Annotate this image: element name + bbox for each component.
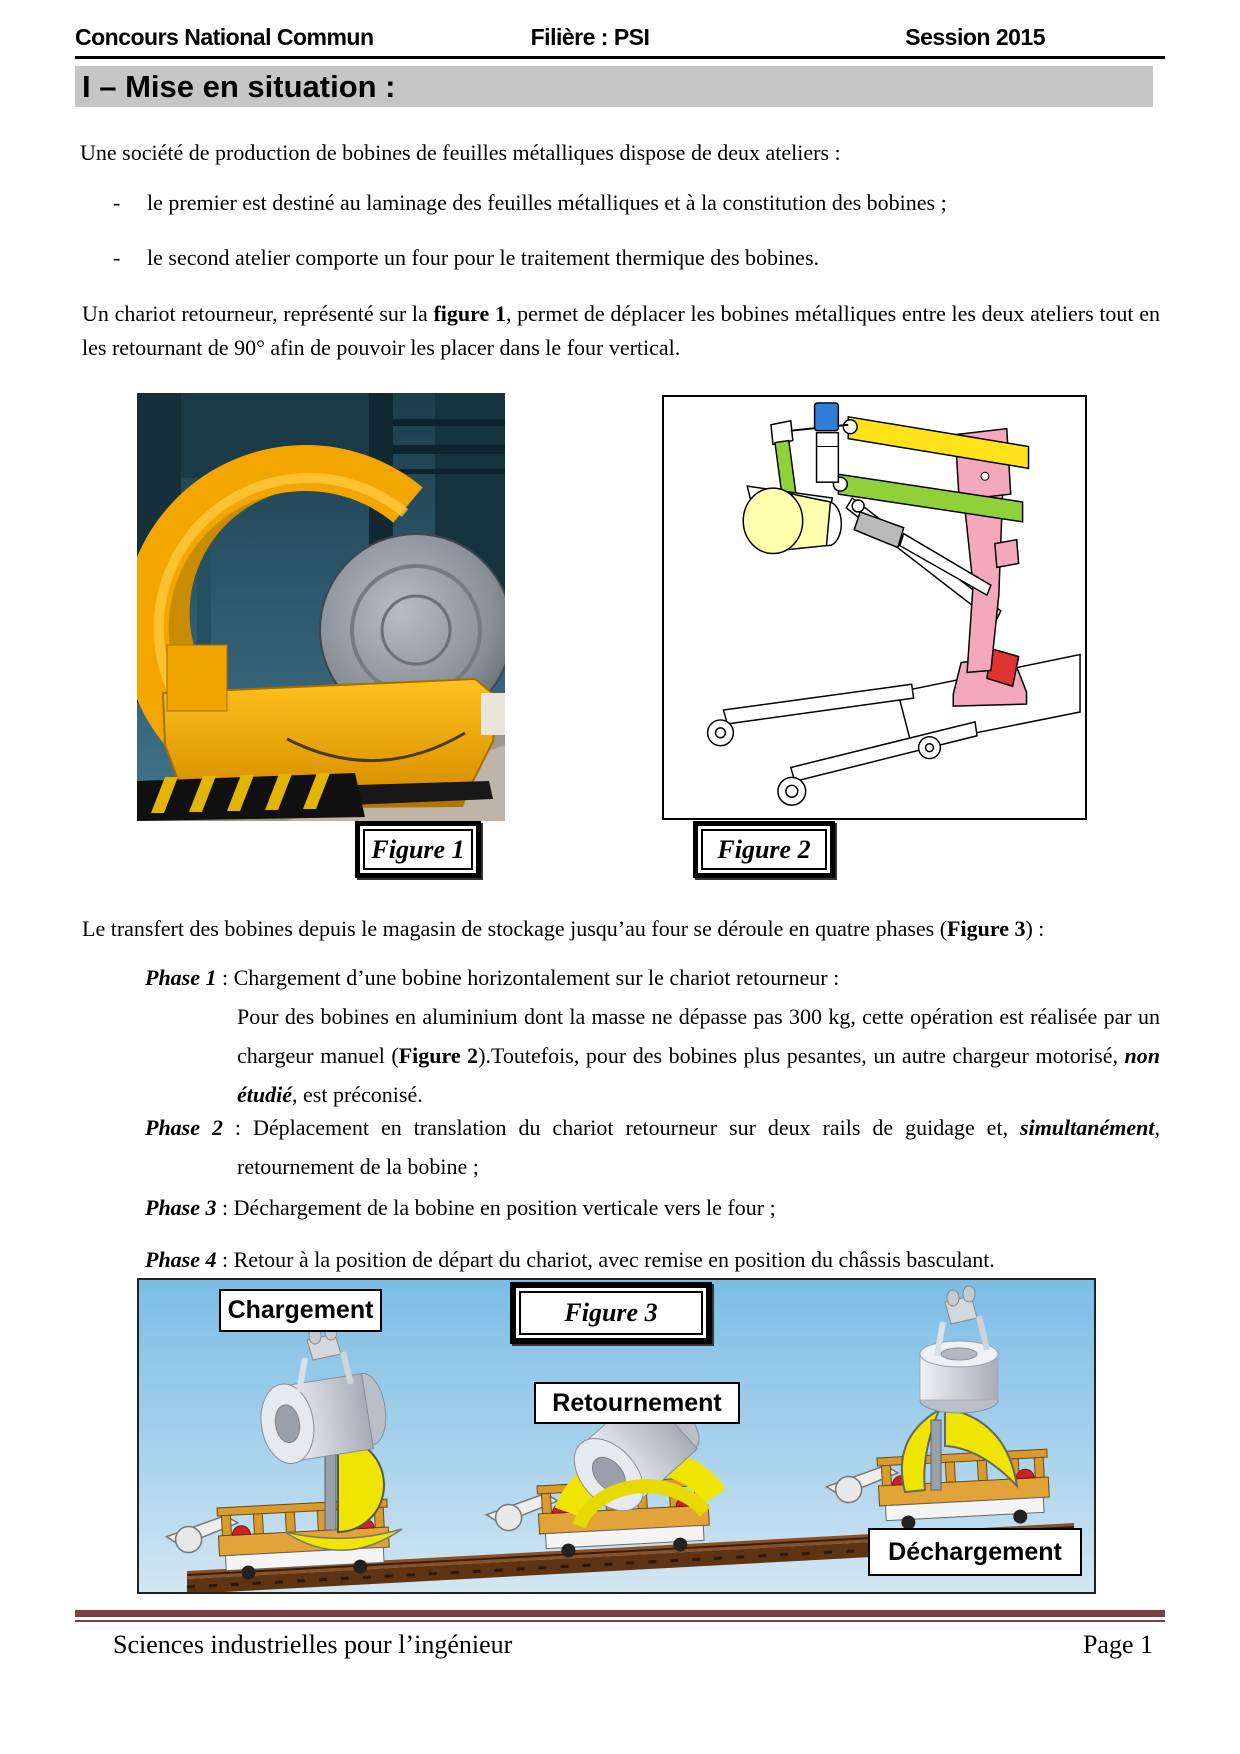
phase-text: Pour des bobines en aluminium dont la masse ne dépasse pas 300 kg, cette opération est réalisée par un chargeur manuel ( — [237, 1004, 1160, 1068]
figure2-caption: Figure 2 — [701, 829, 827, 870]
label-chargement: Chargement — [219, 1289, 382, 1332]
figure3-caption: Figure 3 — [519, 1291, 703, 1335]
phase-text: Chargement d’une bobine horizontalement sur le chariot retourneur : — [233, 965, 840, 990]
bullet-text: le premier est destiné au laminage des feuilles métalliques et à la constitution des bobines ; — [147, 190, 947, 215]
phase-separator: : — [222, 1115, 253, 1140]
phase-text: , est préconisé. — [292, 1082, 423, 1107]
phase-label: Phase 3 — [145, 1195, 217, 1220]
figure1-photo — [137, 393, 505, 821]
phase-separator: : — [216, 1247, 234, 1272]
page-header — [75, 24, 1165, 59]
phase-4-item — [145, 1240, 1160, 1279]
figure3-reference: Figure 3 — [947, 916, 1026, 941]
figure2-caption-box — [693, 821, 835, 878]
phase-text: Retour à la position de départ du chariot, avec remise en position du châssis basculant. — [233, 1247, 995, 1272]
phase-text: Déchargement de la bobine en position verticale vers le four ; — [233, 1195, 776, 1220]
phase-text: ).Toutefois, pour des bobines plus pesantes, un autre chargeur motorisé, — [478, 1043, 1125, 1068]
phase-separator: : — [216, 1195, 234, 1220]
phase-text: , retournement de la bobine ; — [237, 1115, 1160, 1179]
header-session: Session 2015 — [905, 24, 1046, 50]
emphasized-text: simultanément — [1020, 1115, 1155, 1140]
phase-label: Phase 1 — [145, 965, 217, 990]
header-exam-name: Concours National Commun — [75, 24, 374, 50]
figure3-illustration — [137, 1278, 1096, 1594]
phase-label: Phase 2 — [145, 1115, 223, 1140]
bullet-dash: - — [113, 190, 121, 215]
figure1-reference: figure 1 — [433, 301, 506, 326]
bullet-text: le second atelier comporte un four pour le traitement thermique des bobines. — [147, 245, 819, 270]
paragraph-segment: Un chariot retourneur, représenté sur la — [82, 301, 434, 326]
emphasized-text: non étudié — [237, 1043, 1160, 1107]
phase-2-item — [145, 1108, 1160, 1186]
footer-rule — [75, 1610, 1165, 1622]
intro-paragraph: Une société de production de bobines de feuilles métalliques dispose de deux ateliers : — [80, 140, 841, 165]
phase-3-item — [145, 1188, 1160, 1227]
figure2-drawing-art — [664, 397, 1085, 818]
phase-text: Déplacement en translation du chariot retourneur sur deux rails de guidage et, — [252, 1115, 1021, 1140]
bullet-item-1 — [113, 188, 1133, 218]
label-dechargement: Déchargement — [868, 1528, 1082, 1576]
phase-1-item — [145, 958, 1160, 1114]
bullet-item-2 — [113, 243, 1133, 273]
paragraph-segment: Le transfert des bobines depuis le magasin de stockage jusqu’au four se déroule en quatre phases ( — [82, 916, 948, 941]
footer-page-number: Page 1 — [1082, 1630, 1153, 1659]
page-footer — [75, 1630, 1165, 1660]
header-filiere: Filière : PSI — [530, 24, 650, 50]
phase-label: Phase 4 — [145, 1247, 217, 1272]
figure3-caption-box — [510, 1282, 712, 1344]
label-retournement: Retournement — [534, 1382, 740, 1424]
bullet-dash: - — [113, 245, 121, 270]
paragraph-segment: ) : — [1025, 916, 1045, 941]
paragraph-segment: , permet de déplacer les bobines métalliques entre les deux ateliers tout en les retournant de 90° afin de pouvoir les placer dans le four vertical. — [82, 301, 1160, 360]
figure1-caption: Figure 1 — [363, 829, 473, 870]
figure2-reference: Figure 2 — [398, 1043, 479, 1068]
figure1-photo-art — [137, 393, 505, 821]
chariot-paragraph — [82, 297, 1160, 365]
transfer-paragraph — [82, 916, 1162, 942]
section-title: I – Mise en situation : — [75, 66, 1153, 107]
figure1-caption-box — [355, 821, 481, 878]
figure2-drawing — [662, 395, 1087, 820]
footer-title: Sciences industrielles pour l’ingénieur — [113, 1630, 513, 1659]
phase-separator: : — [216, 965, 234, 990]
